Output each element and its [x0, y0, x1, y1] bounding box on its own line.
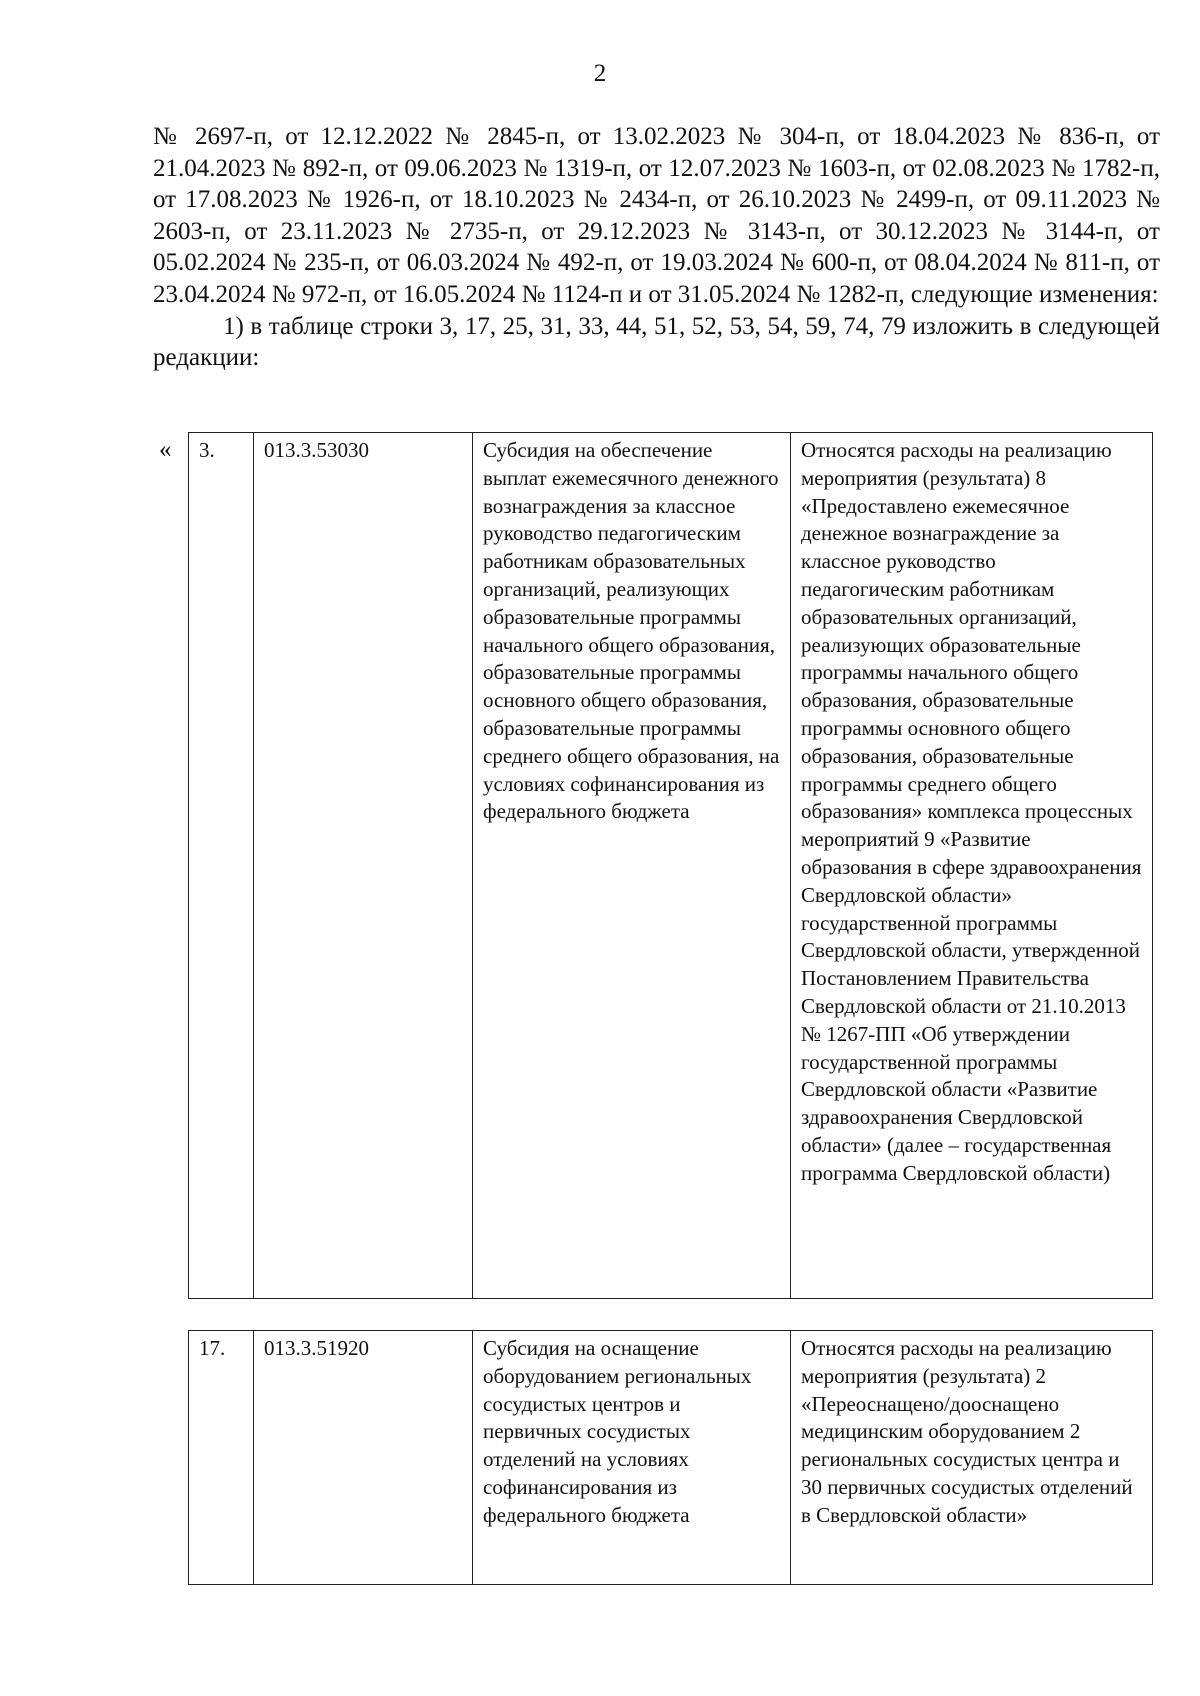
table-row-3: [188, 432, 1153, 1299]
name-cell: Субсидия на оснащение оборудованием региональных сосудистых центров и первичных сосудистых отделений на условиях софинансирования из федерального бюджета: [473, 1331, 791, 1585]
name-cell: Субсидия на обеспечение выплат ежемесячного денежного вознаграждения за классное руководство педагогическим работникам образовательных организаций, реализующих образовательные программы начального общего образования, образовательные программы основного общего образования, образовательные программы среднего общего образования, на условиях софинансирования из федерального бюджета: [473, 433, 791, 1299]
opening-quote-mark: «: [159, 436, 172, 463]
item-paragraph: 1) в таблице строки 3, 17, 25, 31, 33, 44, 51, 52, 53, 54, 59, 74, 79 изложить в следующей редакции:: [153, 312, 1160, 372]
page-number: 2: [593, 60, 607, 87]
code-cell: 013.3.51920: [254, 1331, 473, 1585]
description-cell: Относятся расходы на реализацию мероприятия (результата) 8 «Предоставлено ежемесячное денежное вознаграждение за классное руководство педагогическим работникам образовательных организаций, реализующих образовательные программы начального общего образования, образовательные программы основного общего образования, образовательные программы среднего общего образования» комплекса процессных мероприятий 9 «Развитие образования в сфере здравоохранения Свердловской области» государственной программы Свердловской области, утвержденной Постановлением Правительства Свердловской области от 21.10.2013 № 1267-ПП «Об утверждении государственной программы Свердловской области «Развитие здравоохранения Свердловской области» (далее – государственная программа Свердловской области): [791, 433, 1153, 1299]
document-body: [153, 121, 1160, 374]
description-cell: Относятся расходы на реализацию мероприятия (результата) 2 «Переоснащено/дооснащено медицинским оборудованием 2 региональных сосудистых центра и 30 первичных сосудистых отделений в Свердловской области»: [791, 1331, 1153, 1585]
row-number-cell: 3.: [189, 433, 254, 1299]
table-row-17: [188, 1330, 1153, 1585]
intro-paragraph: № 2697-п, от 12.12.2022 № 2845-п, от 13.02.2023 № 304-п, от 18.04.2023 № 836-п, от 21.04.2023 № 892-п, от 09.06.2023 № 1319-п, от 12.07.2023 № 1603-п, от 02.08.2023 № 1782-п, от 17.08.2023 № 1926-п, от 18.10.2023 № 2434-п, от 26.10.2023 № 2499-п, от 09.11.2023 № 2603-п, от 23.11.2023 № 2735-п, от 29.12.2023 № 3143-п, от 30.12.2023 № 3144-п, от 05.02.2024 № 235-п, от 06.03.2024 № 492-п, от 19.03.2024 № 600-п, от 08.04.2024 № 811-п, от 23.04.2024 № 972-п, от 16.05.2024 № 1124-п и от 31.05.2024 № 1282-п, следующие изменения:: [153, 123, 1160, 308]
table-row: [189, 1331, 1153, 1585]
table-row: [189, 433, 1153, 1299]
row-number-cell: 17.: [189, 1331, 254, 1585]
code-cell: 013.3.53030: [254, 433, 473, 1299]
